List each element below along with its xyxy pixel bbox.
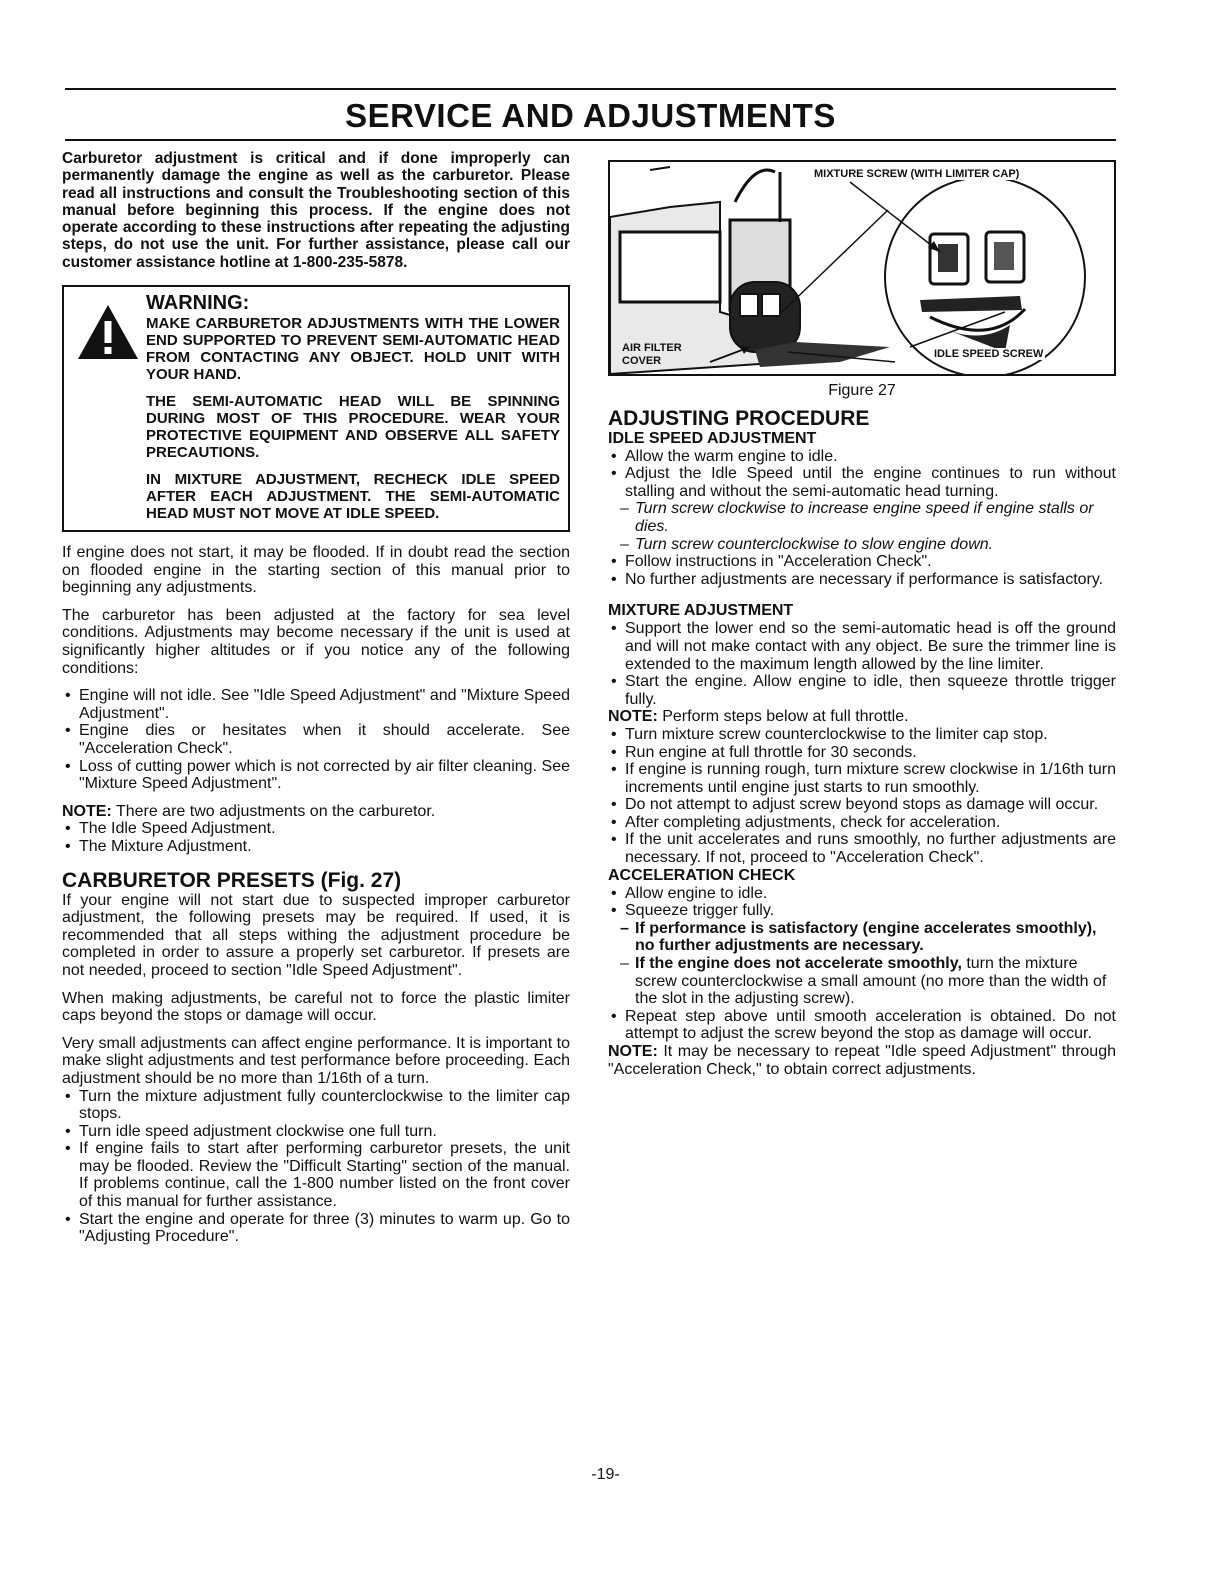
- carburetor-note: [62, 803, 570, 821]
- air-filter-label-line1: AIR FILTER: [622, 342, 682, 354]
- mixture-steps-continued: [608, 726, 1116, 867]
- presets-steps: [62, 1088, 570, 1246]
- presets-paragraph-1: If your engine will not start due to suspected improper carburetor adjustment, the following presets may be required. If used, it is recommended that all steps withing the adjustment procedure be completed in order to assure a properly set carburetor. If presets are not needed, proceed to section "Idle Speed Adjustment".: [62, 891, 570, 979]
- intro-paragraph: Carburetor adjustment is critical and if done improperly can permanently damage the engine as well as the carburetor. Please read all instructions and consult the Troubleshooting section of this manual before beginning this process. If the engine does not operate according to these instructions after repeating the adjusting steps, do not use the unit. For further assistance, please call our customer assistance hotline at 1-800-235-5878.: [62, 150, 570, 271]
- list-item: • No further adjustments are necessary if performance is satisfactory.: [608, 571, 1116, 589]
- note-label: NOTE:: [608, 1043, 658, 1060]
- left-column: [62, 150, 570, 1256]
- air-filter-label-line2: COVER: [622, 355, 662, 367]
- list-item: • Support the lower end so the semi-automatic head is off the ground and will not make contact with any object. Be sure the trimmer line is extended to the maximum length allowed by the line limiter.: [608, 620, 1116, 673]
- warning-title: WARNING:: [146, 292, 250, 315]
- note-label: NOTE:: [608, 708, 658, 726]
- list-item: • Allow the warm engine to idle.: [608, 448, 1116, 466]
- note-text: It may be necessary to repeat "Idle speed Adjustment" through "Acceleration Check," to obtain correct adjustments.: [608, 1043, 1116, 1078]
- mixture-screw-label: MIXTURE SCREW (WITH LIMITER CAP): [814, 168, 1020, 180]
- warning-triangle-icon: [76, 303, 140, 361]
- acceleration-sub-steps: [608, 920, 1116, 1008]
- list-item: • If the unit accelerates and runs smoothly, no further adjustments are necessary. If not, proceed to "Acceleration Check".: [608, 831, 1116, 866]
- list-item: • Engine will not idle. See "Idle Speed Adjustment" and "Mixture Speed Adjustment".: [62, 687, 570, 722]
- accel-condition-text: turn the mixture screw counterclockwise a small amount (no more than the width of the slot in the adjusting screw).: [635, 955, 1107, 1008]
- list-item: • Follow instructions in "Acceleration Check".: [608, 553, 1116, 571]
- figure-27: [608, 160, 1116, 376]
- acceleration-steps: [608, 885, 1116, 920]
- list-item: • Repeat step above until smooth acceleration is obtained. Do not attempt to adjust the screw beyond the stop as damage will occur.: [608, 1008, 1116, 1043]
- list-item: • If engine fails to start after performing carburetor presets, the unit may be flooded. Review the "Difficult Starting" section of the manual. If problems continue, call the 1-800 number listed on the front cover of this manual for further assistance.: [62, 1140, 570, 1210]
- presets-paragraph-3: Very small adjustments can affect engine performance. It is important to make slight adjustments and test performance before proceeding. Each adjustment should be no more than 1/16th of a turn.: [62, 1034, 570, 1087]
- list-item: • Allow engine to idle.: [608, 885, 1116, 903]
- idle-steps: [608, 448, 1116, 501]
- presets-paragraph-2: When making adjustments, be careful not to force the plastic limiter caps beyond the stops or damage will occur.: [62, 989, 570, 1025]
- list-item: • Turn mixture screw counterclockwise to the limiter cap stop.: [608, 726, 1116, 744]
- flooded-paragraph: If engine does not start, it may be flooded. If in doubt read the section on flooded engine in the starting section of this manual prior to beginning any adjustments.: [62, 544, 570, 597]
- idle-speed-heading: IDLE SPEED ADJUSTMENT: [608, 429, 817, 447]
- accel-condition-bold: If the engine does not accelerate smoothly,: [635, 955, 962, 973]
- final-note: [608, 1043, 1116, 1078]
- warning-box: [62, 285, 570, 532]
- list-item: – Turn screw clockwise to increase engine speed if engine stalls or dies.: [608, 500, 1116, 535]
- idle-speed-screw-label: IDLE SPEED SCREW: [934, 348, 1044, 360]
- list-item: • If engine is running rough, turn mixture screw clockwise in 1/16th turn increments until engine just starts to run smoothly.: [608, 761, 1116, 796]
- note-text: Perform steps below at full throttle.: [657, 708, 909, 726]
- list-item: • Loss of cutting power which is not corrected by air filter cleaning. See "Mixture Speed Adjustment".: [62, 758, 570, 793]
- right-column: [608, 160, 1116, 1078]
- warning-text-3: IN MIXTURE ADJUSTMENT, RECHECK IDLE SPEED AFTER EACH ADJUSTMENT. THE SEMI-AUTOMATIC HEAD MUST NOT MOVE AT IDLE SPEED.: [146, 471, 560, 523]
- list-item: • Engine dies or hesitates when it should accelerate. See "Acceleration Check".: [62, 722, 570, 757]
- list-item: • Start the engine and operate for three (3) minutes to warm up. Go to "Adjusting Procedure".: [62, 1211, 570, 1246]
- title-rule: [65, 139, 1116, 141]
- presets-heading: CARBURETOR PRESETS (Fig. 27): [62, 868, 402, 892]
- warning-text-1: MAKE CARBURETOR ADJUSTMENTS WITH THE LOWER END SUPPORTED TO PREVENT SEMI-AUTOMATIC HEAD FROM CONTACTING ANY OBJECT. HOLD UNIT WITH YOUR HAND.: [146, 315, 560, 384]
- list-item: • Start the engine. Allow engine to idle, then squeeze throttle trigger fully.: [608, 673, 1116, 708]
- list-item: • The Idle Speed Adjustment.: [62, 820, 570, 838]
- top-rule: [65, 88, 1116, 90]
- carburetor-illustration: [610, 162, 1114, 374]
- mixture-heading: MIXTURE ADJUSTMENT: [608, 602, 794, 620]
- list-item: • The Mixture Adjustment.: [62, 838, 570, 856]
- figure-caption: Figure 27: [828, 382, 896, 399]
- list-item: • Run engine at full throttle for 30 seconds.: [608, 744, 1116, 762]
- list-item: – Turn screw counterclockwise to slow engine down.: [608, 536, 1116, 554]
- mixture-steps: [608, 620, 1116, 708]
- page-number: -19-: [591, 1466, 620, 1483]
- list-item: • Turn idle speed adjustment clockwise one full turn.: [62, 1123, 570, 1141]
- acceleration-check-heading: ACCELERATION CHECK: [608, 866, 796, 884]
- adjustments-list: [62, 820, 570, 855]
- adjusting-procedure-heading: ADJUSTING PROCEDURE: [608, 406, 870, 430]
- note-label: NOTE:: [62, 802, 112, 820]
- list-item: • After completing adjustments, check for acceleration.: [608, 814, 1116, 832]
- note-text: There are two adjustments on the carburetor.: [111, 802, 436, 820]
- idle-sub-steps: [608, 500, 1116, 553]
- factory-paragraph: The carburetor has been adjusted at the factory for sea level conditions. Adjustments may become necessary if the unit is used at significantly higher altitudes or if you notice any of the following conditions:: [62, 606, 570, 677]
- conditions-list: [62, 687, 570, 793]
- list-item: • Squeeze trigger fully.: [608, 902, 1116, 920]
- list-item: – If performance is satisfactory (engine accelerates smoothly), no further adjustments are necessary.: [608, 920, 1116, 955]
- list-item: • Turn the mixture adjustment fully counterclockwise to the limiter cap stops.: [62, 1088, 570, 1123]
- list-item: [608, 955, 1116, 1008]
- page-title: SERVICE AND ADJUSTMENTS: [345, 97, 836, 134]
- list-item: • Adjust the Idle Speed until the engine continues to run without stalling and without the semi-automatic head turning.: [608, 465, 1116, 500]
- warning-text-2: THE SEMI-AUTOMATIC HEAD WILL BE SPINNING DURING MOST OF THIS PROCEDURE. WEAR YOUR PROTECTIVE EQUIPMENT AND OBSERVE ALL SAFETY PRECAUTIONS.: [146, 393, 560, 462]
- mixture-note: [608, 708, 1116, 726]
- list-item: • Do not attempt to adjust screw beyond stops as damage will occur.: [608, 796, 1116, 814]
- acceleration-repeat: [608, 1008, 1116, 1043]
- idle-steps-continued: [608, 553, 1116, 588]
